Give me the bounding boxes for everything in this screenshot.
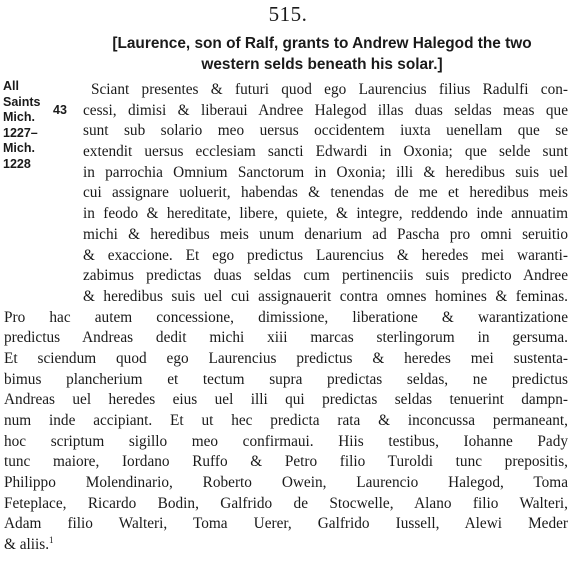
text-line: predictus Andreas dedit michi xiii marcas sterlingorum in gersuma. — [4, 329, 568, 347]
text-line: num inde accipiant. Et ut hec predicta rata & inconcussa permaneant, — [4, 412, 568, 429]
charter-text — [0, 80, 568, 556]
text-line-final — [4, 535, 568, 556]
footnote-marker: 1 — [49, 535, 54, 546]
text-line: extendit uersus ecclesiam sancti Edwardi in Oxonia; que selde sunt — [83, 143, 568, 161]
final-line-text: & aliis. — [4, 536, 50, 554]
text-line: cessi, dimisi & liberaui Andree Halegod illas duas seldas meas que — [83, 101, 568, 119]
text-line: cui assignare uoluerit, habendas & tenendas de me et heredibus meis — [83, 184, 568, 202]
margin-note-line: Mich. — [3, 141, 35, 156]
heading-line: [Laurence, son of Ralf, grants to Andrew Halegod the two — [112, 35, 532, 52]
text-line: sunt sub solario meo uersus occidentem iuxta uenellam que se — [83, 122, 568, 140]
text-line: michi & heredibus meis unum denarium ad Pascha pro omni seruitio — [83, 225, 568, 243]
margin-note-line: Saints — [3, 94, 41, 109]
text-line: hoc scriptum sigillo meo confirmaui. Hiis testibus, Iohanne Pady — [4, 432, 568, 450]
margin-note-line: All — [3, 79, 19, 93]
text-line: tunc maiore, Iordano Ruffo & Petro filio Turoldi tunc prepositis, — [4, 453, 568, 471]
text-line: Philippo Molendinario, Roberto Owein, Laurencio Halegod, Toma — [4, 474, 568, 492]
text-line: Pro hac autem concessione, dimissione, liberatione & warantizatione — [4, 308, 568, 326]
document-heading — [80, 33, 564, 75]
text-line: in parrochia Omnium Sanctorum in Oxonia; illi & heredibus suis uel — [83, 163, 568, 181]
charter-number: 43 — [53, 103, 67, 117]
text-line: in feodo & hereditate, libere, quiete, & integre, reddendo inde annuatim — [83, 205, 568, 223]
text-line: bimus plancherium et tectum supra predictas seldas, ne predictus — [4, 370, 568, 388]
margin-note-line: Mich. — [3, 110, 35, 125]
text-line: Sciant presentes & futuri quod ego Laurencius filius Radulfi con- — [91, 81, 568, 98]
text-line: & exaccione. Et ego predictus Laurencius & heredes mei waranti- — [83, 246, 568, 264]
text-line: & heredibus suis uel cui assignauerit contra omnes homines & feminas. — [83, 287, 568, 305]
margin-note-line: 1228 — [3, 156, 31, 171]
text-line: Et sciendum quod ego Laurencius predictus & heredes mei sustenta- — [4, 349, 568, 367]
margin-note-line: 1227– — [3, 125, 38, 140]
text-line: Adam filio Walteri, Toma Uerer, Galfrido Iussell, Alewi Meder — [4, 515, 568, 533]
text-line: Feteplace, Ricardo Bodin, Galfrido de Stocwelle, Alano filio Walteri, — [4, 494, 568, 512]
document-number: 515. — [268, 2, 308, 26]
text-line: zabimus predictas duas seldas cum pertinenciis suis predicto Andree — [83, 267, 568, 285]
heading-line: western selds beneath his solar.] — [201, 56, 443, 73]
text-line: Andreas uel heredes eius uel illi qui predictas seldas tenuerint dampn- — [4, 391, 568, 409]
